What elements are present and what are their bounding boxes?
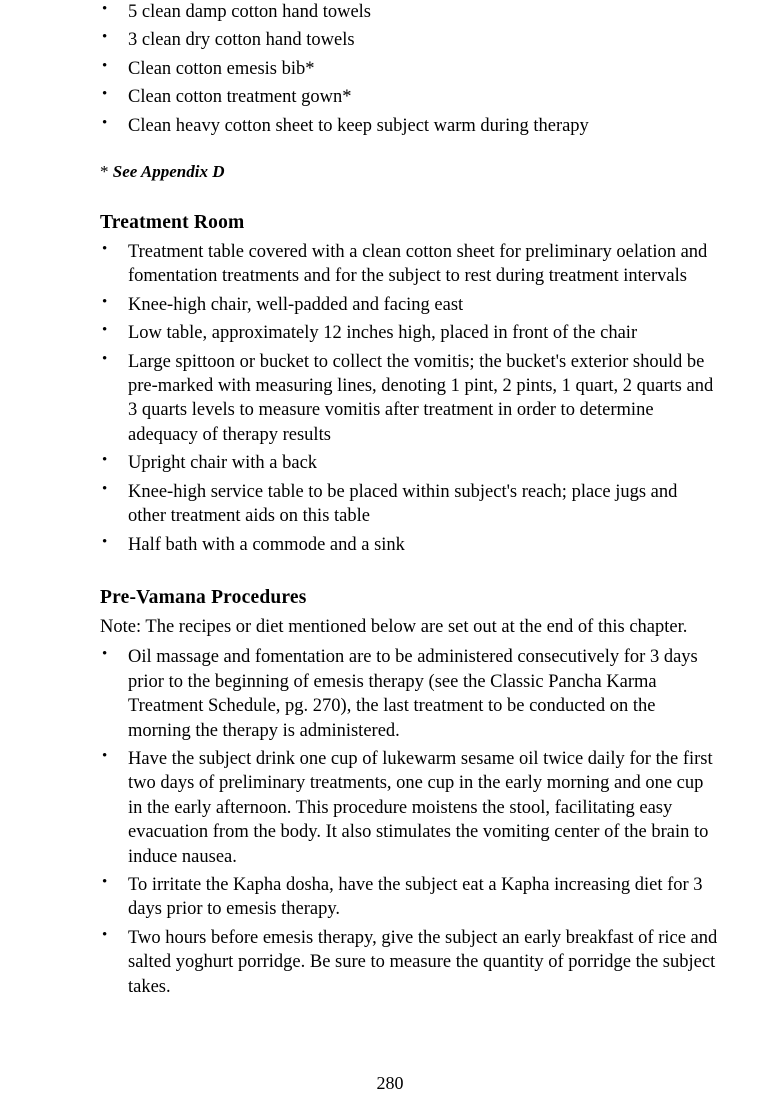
footnote-text: See Appendix D (112, 162, 225, 182)
footnote (88, 162, 718, 182)
treatment-room-list (88, 240, 718, 557)
list-item: • Upright chair with a back (88, 451, 718, 475)
page-number: 280 (376, 1073, 404, 1093)
list-item: • Clean cotton treatment gown* (88, 85, 718, 109)
list-item: • Knee-high chair, well-padded and facing east (88, 293, 718, 317)
list-item: • Low table, approximately 12 inches high, placed in front of the chair (88, 321, 718, 345)
pre-vamana-list (88, 645, 718, 999)
pre-vamana-note: Note: The recipes or diet mentioned below are set out at the end of this chapter. (100, 616, 688, 637)
list-item: • To irritate the Kapha dosha, have the subject eat a Kapha increasing diet for 3 days prior to emesis therapy. (88, 873, 718, 922)
list-item: • Large spittoon or bucket to collect the vomitis; the bucket's exterior should be pre-marked with measuring lines, denoting 1 pint, 2 pints, 1 quart, 2 quarts and 3 quarts levels to measure vomitis after treatment in order to determine adequacy of therapy results (88, 350, 718, 448)
list-item: • 5 clean damp cotton hand towels (88, 0, 718, 24)
list-item: • Clean heavy cotton sheet to keep subject warm during therapy (88, 114, 718, 138)
list-item: • Knee-high service table to be placed within subject's reach; place jugs and other treatment aids on this table (88, 480, 718, 529)
list-item: • Half bath with a commode and a sink (88, 533, 718, 557)
footnote-marker: * (100, 162, 109, 182)
list-item: • 3 clean dry cotton hand towels (88, 28, 718, 52)
section-heading-treatment-room: Treatment Room (100, 212, 245, 234)
list-item: • Have the subject drink one cup of lukewarm sesame oil twice daily for the first two days of preliminary treatments, one cup in the early morning and one cup in the early afternoon. This procedure moistens the stool, facilitating easy evacuation from the body. It also stimulates the vomiting center of the brain to induce nausea. (88, 747, 718, 869)
list-item: • Treatment table covered with a clean cotton sheet for preliminary oelation and fomentation treatments and for the subject to rest during treatment intervals (88, 240, 718, 289)
page-content (88, 0, 718, 999)
section-heading-pre-vamana-procedures: Pre-Vamana Procedures (100, 586, 307, 608)
supplies-list (88, 0, 718, 138)
list-item: • Oil massage and fomentation are to be administered consecutively for 3 days prior to the beginning of emesis therapy (see the Classic Pancha Karma Treatment Schedule, pg. 270), the last treatment to be conducted on the morning the therapy is administered. (88, 645, 718, 743)
list-item: • Clean cotton emesis bib* (88, 57, 718, 81)
list-item: • Two hours before emesis therapy, give the subject an early breakfast of rice and salted yoghurt porridge. Be sure to measure the quantity of porridge the subject takes. (88, 926, 718, 999)
